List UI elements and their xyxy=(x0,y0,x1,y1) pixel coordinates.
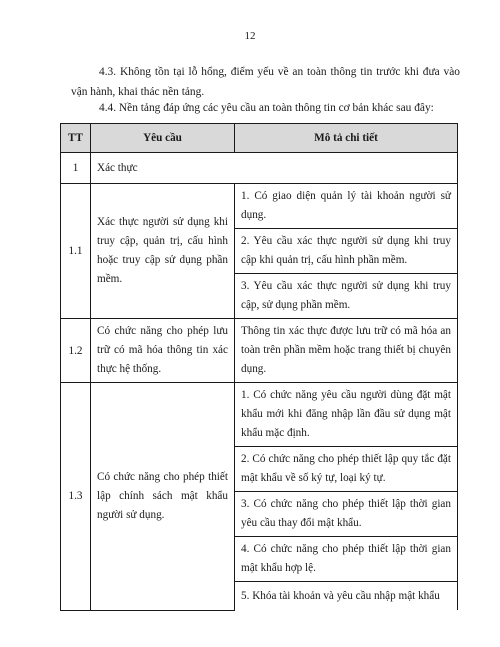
row-number: 1.3 xyxy=(61,383,91,611)
detail-cell xyxy=(235,582,458,611)
detail-text: 5. Khóa tài khoản và yêu cầu nhập mật khẩu xyxy=(241,589,440,602)
table-row xyxy=(61,184,458,229)
requirement-text: Có chức năng cho phép lưu trữ có mã hóa thông tin xác thực hệ thống. xyxy=(97,325,228,375)
detail-text: 3. Có chức năng cho phép thiết lập thời gian yêu cầu thay đổi mật khẩu. xyxy=(241,498,451,529)
detail-cell xyxy=(235,184,458,229)
detail-cell xyxy=(235,229,458,274)
header-tt: TT xyxy=(61,124,91,153)
requirements-table xyxy=(60,123,458,611)
detail-cell xyxy=(235,447,458,492)
table-header-row xyxy=(61,124,458,153)
detail-text: 2. Có chức năng cho phép thiết lập quy tắc đặt mật khẩu về số ký tự, loại ký tự. xyxy=(241,453,451,484)
detail-text: 3. Yêu cầu xác thực người sử dụng khi truy cập, sử dụng phần mềm. xyxy=(241,280,451,311)
header-detail: Mô tả chi tiết xyxy=(235,124,458,153)
detail-text: 1. Có giao diện quản lý tài khoản người sử dụng. xyxy=(241,190,451,221)
detail-cell xyxy=(235,383,458,447)
table-row xyxy=(61,319,458,383)
detail-text: 4. Có chức năng cho phép thiết lập thời gian mật khẩu hợp lệ. xyxy=(241,543,451,574)
row-number: 1.2 xyxy=(61,319,91,383)
detail-text: 2. Yêu cầu xác thực người sử dụng khi truy cập khi quản trị, cấu hình phần mềm. xyxy=(241,235,451,266)
requirement-text: Xác thực người sử dụng khi truy cập, quản trị, cấu hình hoặc truy cập sử dụng phần mềm. xyxy=(97,216,228,285)
requirement-text: Có chức năng cho phép thiết lập chính sách mật khẩu người sử dụng. xyxy=(97,470,228,521)
paragraph-4-4: 4.4. Nền tảng đáp ứng các yêu cầu an toàn thông tin cơ bản khác sau đây: xyxy=(99,102,434,114)
requirement-cell xyxy=(91,319,235,383)
requirement-cell xyxy=(91,383,235,611)
section-number: 1 xyxy=(61,153,91,184)
detail-cell xyxy=(235,537,458,582)
detail-text: Thông tin xác thực được lưu trữ có mã hóa an toàn trên phần mềm hoặc trang thiết bị chuyên dụng. xyxy=(241,325,451,375)
requirement-cell xyxy=(91,184,235,319)
table-row xyxy=(61,383,458,447)
detail-cell xyxy=(235,319,458,383)
section-title: Xác thực xyxy=(97,161,138,174)
detail-text: 1. Có chức năng yêu cầu người dùng đặt mật khẩu mới khi đăng nhập lần đầu sử dụng mật khẩu mặc định. xyxy=(241,389,451,439)
section-title-cell xyxy=(91,153,458,184)
row-number: 1.1 xyxy=(61,184,91,319)
detail-cell xyxy=(235,492,458,537)
header-requirement: Yêu cầu xyxy=(91,124,235,153)
section-row xyxy=(61,153,458,184)
detail-cell xyxy=(235,274,458,319)
paragraph-4-3: 4.3. Không tồn tại lỗ hổng, điểm yếu về an toàn thông tin trước khi đưa vào vận hành, khai thác nền tảng. xyxy=(71,66,460,98)
page-number: 12 xyxy=(244,30,256,42)
